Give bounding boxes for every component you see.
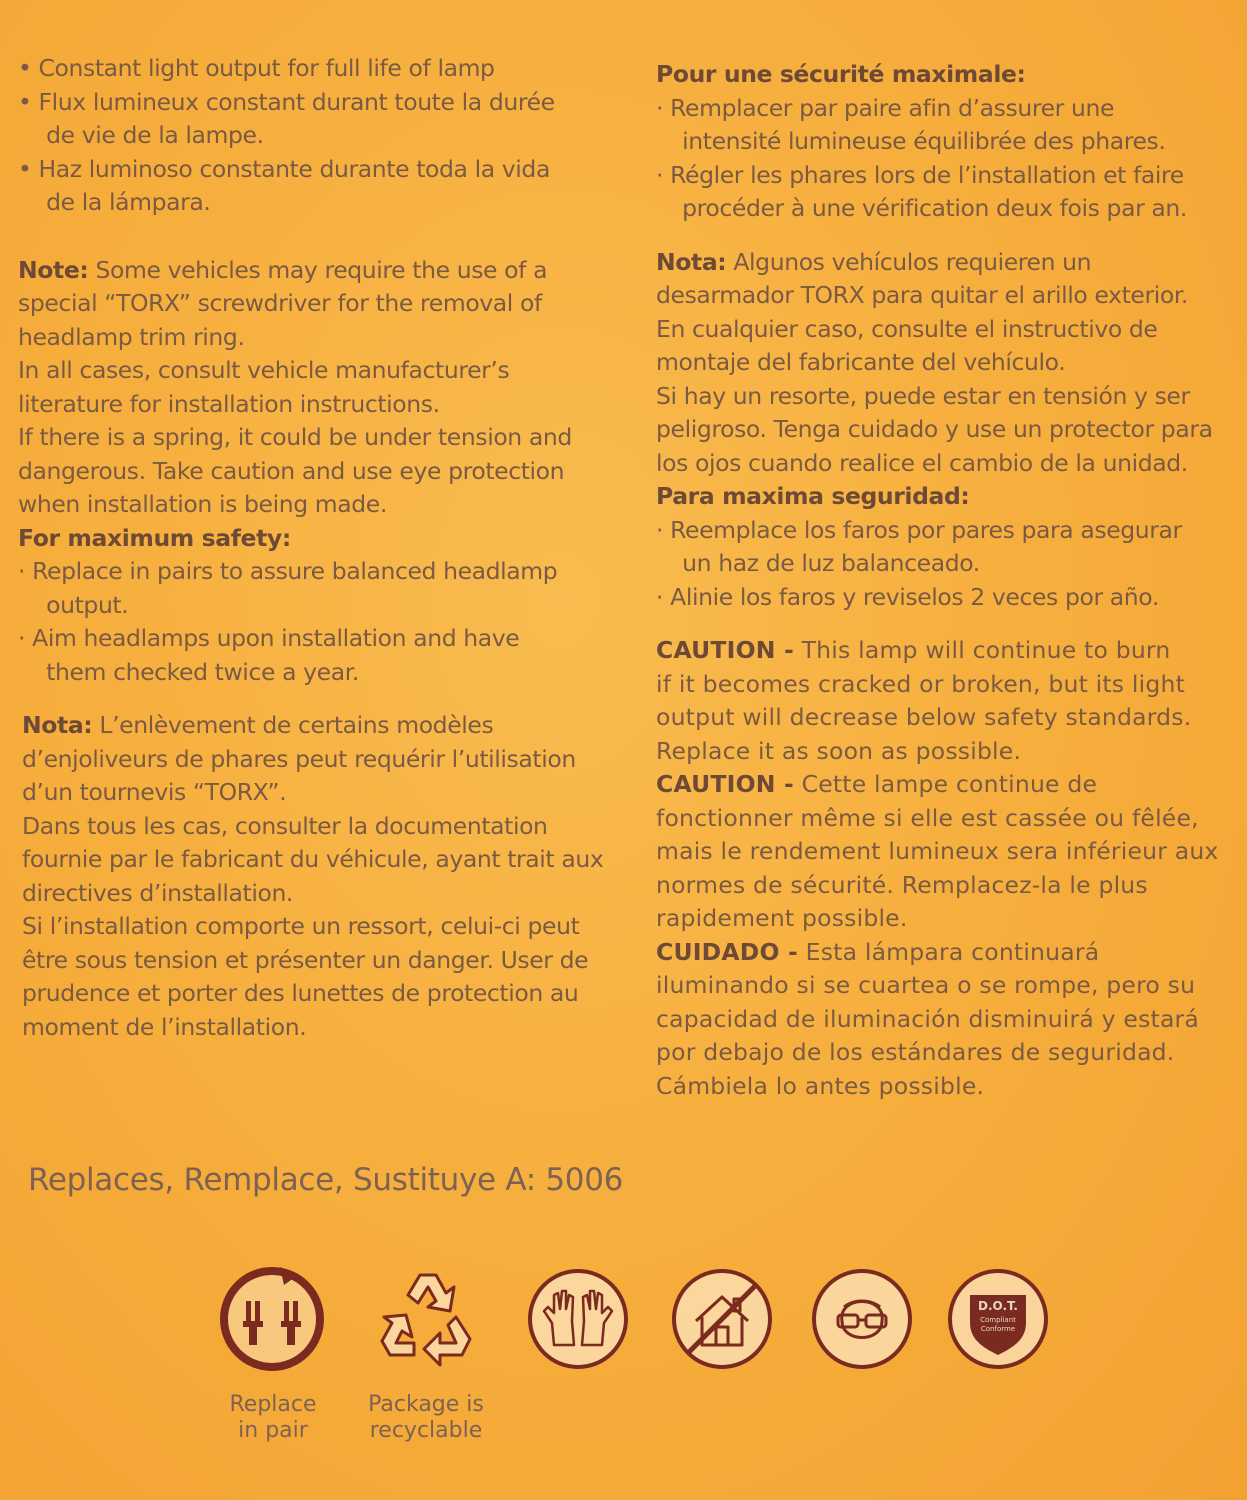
caution-text: por debajo de los estándares de seguridad. [656,1038,1175,1066]
safety-heading: Para maxima seguridad: [656,482,970,510]
replace-pair-caption: Replace in pair [229,1392,317,1443]
right-column [656,58,1246,1103]
safety-item: intensité lumineuse équilibrée des phares. [668,127,1166,155]
caution-text: Replace it as soon as possible. [656,736,1022,765]
safety-item: them checked twice a year. [32,657,359,686]
note-label: Note: [18,255,89,284]
caution-french [656,768,1246,936]
safety-item: · Aim headlamps upon installation and have [18,624,520,652]
caution-text: capacidad de iluminación disminuirá y estará [656,1004,1200,1033]
safety-spanish [656,480,1246,614]
benefit-line: de vie de la lampe. [32,121,264,149]
note-text: Si l’installation comporte un ressort, celui-ci peut [22,912,580,940]
safety-item: · Reemplace los faros por pares para asegurar [656,515,1182,544]
benefit-line: de la lámpara. [32,188,211,216]
benefit-line: • Haz luminoso constante durante toda la vida [18,154,550,183]
note-text: Algunos vehículos requieren un [726,247,1092,276]
note-label: Nota: [656,247,727,276]
safety-heading: For maximum safety: [18,523,291,552]
recycle-caption: Package is recyclable [368,1392,484,1443]
caution-text: Esta lámpara continuará [798,937,1100,966]
safety-item: un haz de luz balanceado. [668,549,980,577]
note-text: literature for installation instructions. [18,389,440,418]
note-text: desarmador TORX para quitar el arillo exterior. [656,281,1188,309]
no-home-use-icon [668,1265,776,1373]
note-text: moment de l’installation. [22,1012,307,1041]
icon-row [0,1265,1247,1465]
note-text: when installation is being made. [18,490,387,518]
caution-text: Cette lampe continue de [793,770,1098,798]
note-spanish [656,246,1246,481]
safety-item: · Replace in pairs to assure balanced headlamp [18,557,558,585]
note-text: In all cases, consult vehicle manufacturer’s [18,356,510,384]
benefit-line: • Constant light output for full life of lamp [18,54,495,82]
note-text: Some vehicles may require the use of a [88,255,548,284]
dot-badge-line: Conforme [980,1325,1016,1333]
caution-text: normes de sécurité. Remplacez-la le plus [656,870,1148,899]
dot-badge-title: D.O.T. [978,1299,1018,1313]
caution-text: rapidement possible. [656,904,908,932]
note-text: los ojos cuando realice el cambio de la unidad. [656,448,1188,477]
note-text: peligroso. Tenga cuidado y use un protector para [656,415,1213,443]
caution-text: if it becomes cracked or broken, but its light [656,669,1185,698]
note-english [18,254,618,522]
safety-glasses-icon [808,1265,916,1373]
benefit-line: • Flux lumineux constant durant toute la durée [18,87,555,116]
note-text: d’enjoliveurs de phares peut requérir l’utilisation [22,744,576,773]
dot-badge-line: Compliant [980,1316,1016,1324]
note-text: Dans tous les cas, consulter la documentation [22,811,548,840]
benefit-bullets [18,52,618,220]
caution-label: CAUTION - [656,636,794,664]
safety-item: procéder à une vérification deux fois par an. [668,194,1187,222]
note-text: montaje del fabricante del vehículo. [656,348,1066,376]
caution-text: fonctionner même si elle est cassée ou fêlée, [656,803,1199,832]
note-text: L’enlèvement de certains modèles [92,711,494,739]
replace-pair-icon [218,1265,326,1373]
note-text: special “TORX” screwdriver for the removal of [18,289,542,317]
safety-item: · Alinie los faros y reviselos 2 veces por año. [656,582,1159,611]
caution-label: CUIDADO - [656,937,798,966]
note-text: d’un tournevis “TORX”. [22,778,287,806]
caution-spanish [656,936,1246,1104]
safety-english [18,522,618,690]
note-text: prudence et porter des lunettes de protection au [22,979,579,1007]
note-text: En cualquier caso, consulte el instructivo de [656,314,1158,343]
gloves-icon [524,1265,632,1373]
safety-heading: Pour une sécurité maximale: [656,60,1026,88]
note-text: dangerous. Take caution and use eye protection [18,456,565,485]
note-text: If there is a spring, it could be under tension and [18,423,572,451]
caution-text: iluminando si se cuartea o se rompe, pero su [656,971,1196,999]
note-text: directives d’installation. [22,878,294,907]
note-french [18,709,618,1044]
caution-text: mais le rendement lumineux sera inférieur aux [656,837,1219,865]
caution-label: CAUTION - [656,770,794,798]
note-text: fournie par le fabricant du véhicule, ayant trait aux [22,845,604,873]
note-text: Si hay un resorte, puede estar en tensión y ser [656,381,1190,410]
safety-item: · Régler les phares lors de l’installation et faire [656,160,1184,189]
caution-text: This lamp will continue to burn [793,636,1171,664]
left-column [18,52,618,1044]
safety-item: · Remplacer par paire afin d’assurer une [656,93,1115,122]
recycle-icon [368,1265,486,1373]
caution-english [656,634,1246,768]
note-text: headlamp trim ring. [18,322,245,351]
replaces-line: Replaces, Remplace, Sustituye A: 5006 [28,1162,624,1198]
safety-french [656,58,1246,226]
safety-item: output. [32,590,129,619]
caution-text: output will decrease below safety standards. [656,703,1192,731]
note-text: être sous tension et présenter un danger. User de [22,945,589,974]
caution-text: Cámbiela lo antes possible. [656,1071,985,1100]
note-label: Nota: [22,711,93,739]
dot-badge-icon [944,1265,1052,1373]
